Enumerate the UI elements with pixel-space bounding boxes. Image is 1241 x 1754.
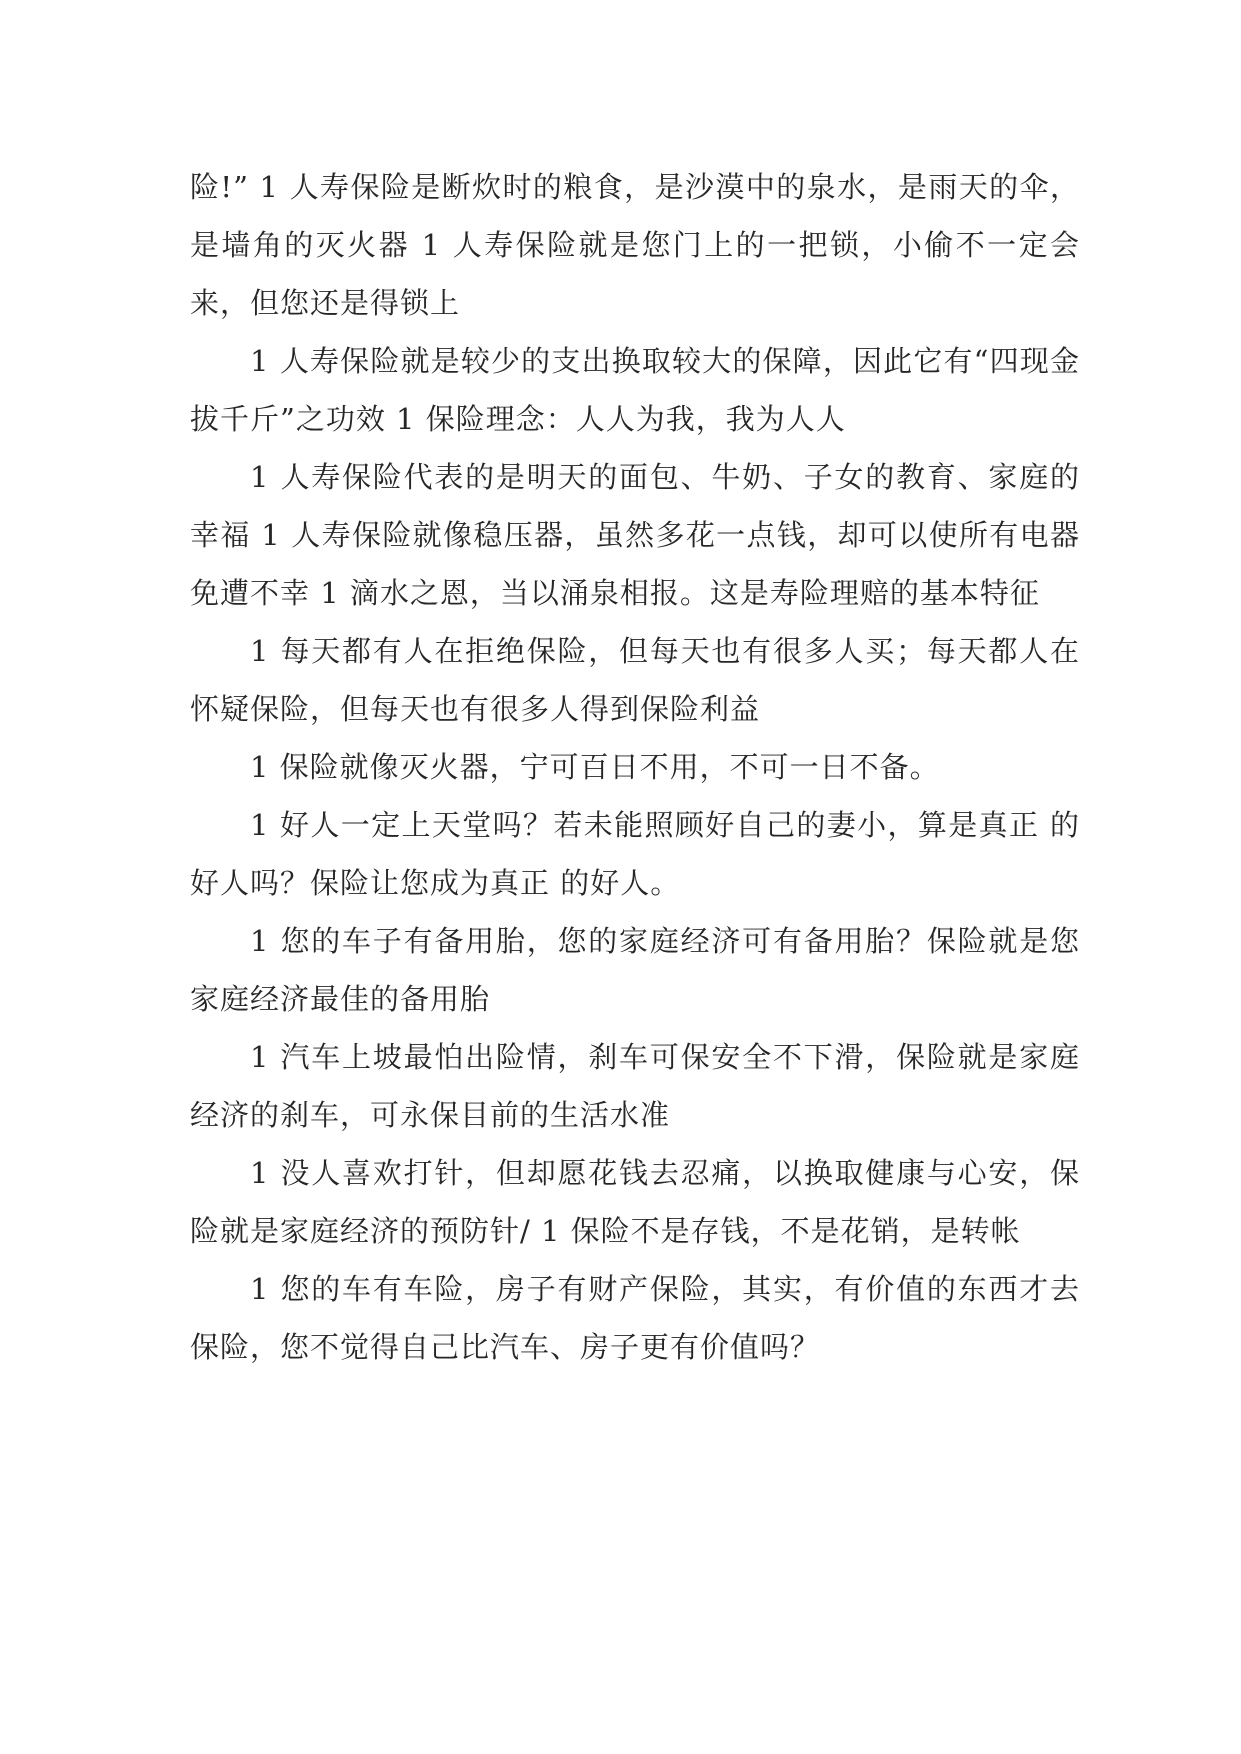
document-body [190, 158, 1080, 1376]
paragraph-8: 1 汽车上坡最怕出险情，刹车可保安全不下滑，保险就是家庭经济的刹车，可永保目前的生活水准 [190, 1040, 1080, 1132]
paragraph-5: 1 保险就像灭火器，宁可百日不用，不可一日不备。 [250, 750, 940, 784]
paragraph-1: 险!” 1 人寿保险是断炊时的粮食，是沙漠中的泉水，是雨天的伞，是墙角的灭火器 1 人寿保险就是您门上的一把锁，小偷不一定会来，但您还是得锁上 [190, 170, 1080, 320]
paragraph-2: 1 人寿保险就是较少的支出换取较大的保障，因此它有“四现金拔千斤”之功效 1 保险理念：人人为我，我为人人 [190, 344, 1080, 436]
paragraph-4: 1 每天都有人在拒绝保险，但每天也有很多人买；每天都人在怀疑保险，但每天也有很多人得到保险利益 [190, 634, 1080, 726]
paragraph-10: 1 您的车有车险，房子有财产保险，其实，有价值的东西才去保险，您不觉得自己比汽车、房子更有价值吗？ [190, 1272, 1080, 1364]
paragraph-3: 1 人寿保险代表的是明天的面包、牛奶、子女的教育、家庭的幸福 1 人寿保险就像稳压器，虽然多花一点钱，却可以使所有电器免遭不幸 1 滴水之恩，当以涌泉相报。这是寿险理赔的基本特征 [190, 460, 1080, 610]
paragraph-6: 1 好人一定上天堂吗？若未能照顾好自己的妻小，算是真正 的好人吗？保险让您成为真正 的好人。 [190, 808, 1080, 900]
paragraph-9: 1 没人喜欢打针，但却愿花钱去忍痛，以换取健康与心安，保险就是家庭经济的预防针/ 1 保险不是存钱，不是花销，是转帐 [190, 1156, 1080, 1248]
paragraph-7: 1 您的车子有备用胎，您的家庭经济可有备用胎？保险就是您家庭经济最佳的备用胎 [190, 924, 1080, 1016]
